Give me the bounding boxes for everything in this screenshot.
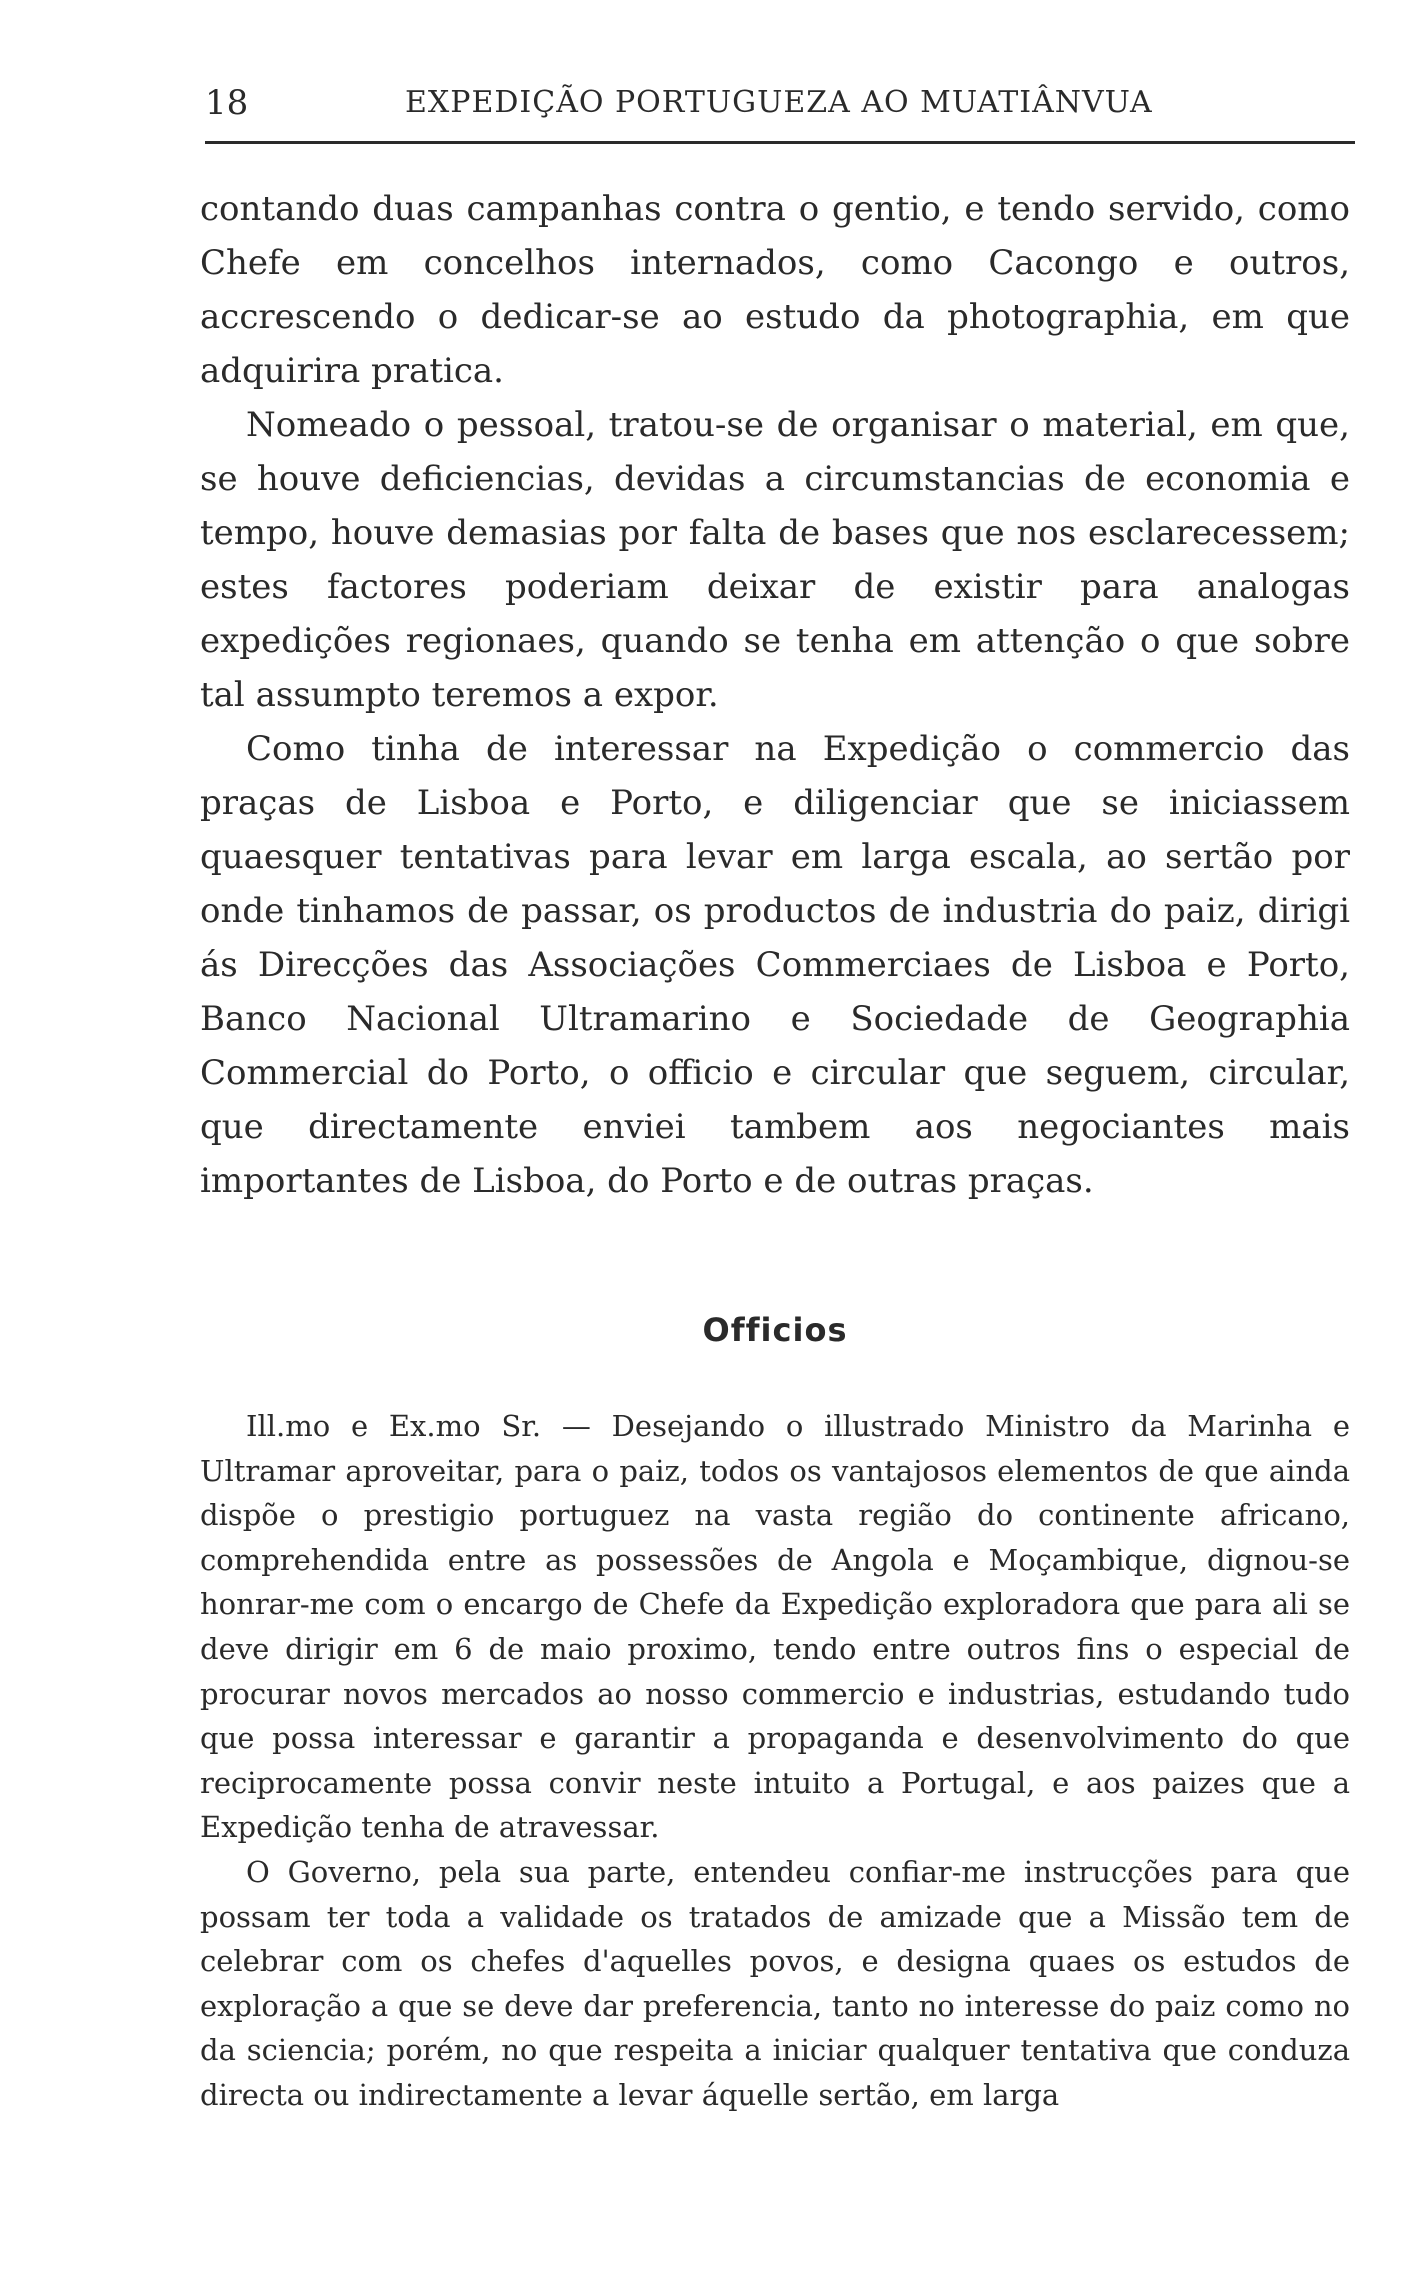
body-paragraph: contando duas campanhas contra o gentio, e tendo servido, como Chefe em concelhos internados, como Cacongo e outros, accrescendo o dedicar-se ao estudo da photographia, em que adquirira pratica. (200, 189, 1350, 391)
body-paragraph: Nomeado o pessoal, tratou-se de organisar o material, em que, se houve deficiencias, devidas a circumstancias de economia e tempo, houve demasias por falta de bases que nos esclarecessem; estes factores poderiam deixar de existir para analogas expedições regionaes, quando se tenha em attenção o que sobre tal assumpto teremos a expor. (200, 405, 1350, 715)
body-text (200, 182, 1350, 1208)
running-head (200, 78, 1355, 128)
letter-paragraph: Ill.mo e Ex.mo Sr. — Desejando o illustrado Ministro da Marinha e Ultramar aproveitar, para o paiz, todos os vantajosos elementos de que ainda dispõe o prestigio portuguez na vasta região do continente africano, comprehendida entre as possessões de Angola e Moçambique, dignou-se honrar-me com o encargo de Chefe da Expedição exploradora que para ali se deve dirigir em 6 de maio proximo, tendo entre outros fins o especial de procurar novos mercados ao nosso commercio e industrias, estudando tudo que possa interessar e garantir a propaganda e desenvolvimento do que reciprocamente possa convir neste intuito a Portugal, e aos paizes que a Expedição tenha de atravessar. (200, 1409, 1350, 1845)
page-number: 18 (205, 83, 249, 123)
header-rule (205, 141, 1355, 144)
section-title: Officios (702, 1311, 848, 1349)
running-title: EXPEDIÇÃO PORTUGUEZA AO MUATIÂNVUA (405, 85, 1153, 120)
letter-paragraph: O Governo, pela sua parte, entendeu confiar-me instrucções para que possam ter toda a validade os tratados de amizade que a Missão tem de celebrar com os chefes d'aquelles povos, e designa quaes os estudos de exploração a que se deve dar preferencia, tanto no interesse do paiz como no da sciencia; porém, no que respeita a iniciar qualquer tentativa que conduza directa ou indirectamente a levar áquelle sertão, em larga (200, 1854, 1350, 2112)
body-paragraph: Como tinha de interessar na Expedição o commercio das praças de Lisboa e Porto, e diligenciar que se iniciassem quaesquer tentativas para levar em larga escala, ao sertão por onde tinhamos de passar, os productos de industria do paiz, dirigi ás Direcções das Associações Commerciaes de Lisboa e Porto, Banco Nacional Ultramarino e Sociedade de Geographia Commercial do Porto, o officio e circular que seguem, circular, que directamente enviei tambem aos negociantes mais importantes de Lisboa, do Porto e de outras praças. (200, 729, 1350, 1201)
letter-text (200, 1404, 1350, 2118)
